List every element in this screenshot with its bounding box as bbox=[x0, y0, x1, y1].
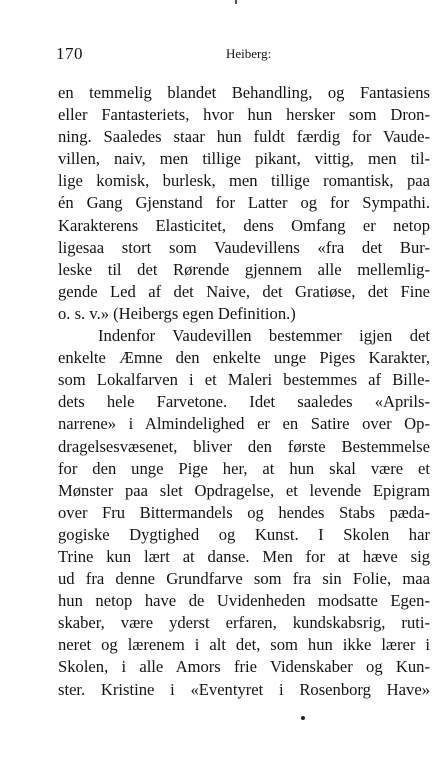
text-line: enkelte Æmne den enkelte unge Piges Karakter, bbox=[58, 348, 430, 368]
text-line: eller Fantasteriets, hvor hun hersker som Dron- bbox=[58, 105, 430, 125]
text-line: hun netop have de Uvidenheden modsatte Egen- bbox=[58, 591, 430, 611]
text-line: villen, naiv, men tillige pikant, vittig, men til- bbox=[58, 149, 430, 169]
text-line: leske til det Rørende gjennem alle mellemlig- bbox=[58, 259, 430, 279]
text-line: Mønster paa slet Opdragelse, et levende Epigram bbox=[58, 480, 430, 500]
top-edge-mark bbox=[235, 0, 237, 4]
text-line: neret og lærenem i alt det, som hun ikke lærer i bbox=[58, 635, 430, 655]
text-line: gende Led af det Naive, det Gratiøse, det Fine bbox=[58, 281, 430, 301]
text-line: for den unge Pige her, at hun skal være et bbox=[58, 458, 430, 478]
text-line: skaber, være yderst erfaren, kundskabsrig, ruti- bbox=[58, 613, 430, 633]
text-line: gogiske Dygtighed og Kunst. I Skolen har bbox=[58, 524, 430, 544]
paragraph-end-line: o. s. v.» (Heibergs egen Definition.) bbox=[58, 303, 296, 323]
page-number: 170 bbox=[56, 44, 83, 63]
text-line: ning. Saaledes staar hun fuldt færdig for Vaude- bbox=[58, 127, 430, 147]
text-line: én Gang Gjenstand for Latter og for Sympathi. bbox=[58, 193, 430, 213]
text-line: ligesaa stort som Vaudevillens «fra det Bur- bbox=[58, 237, 430, 257]
page-header bbox=[56, 44, 432, 64]
text-line: ud fra denne Grundfarve som fra sin Folie, maa bbox=[58, 569, 430, 589]
running-head: Heiberg: bbox=[226, 46, 272, 61]
body-text bbox=[58, 82, 430, 701]
text-line: narrene» i Almindelighed er en Satire over Op- bbox=[58, 414, 430, 434]
text-line: ster. Kristine i «Eventyret i Rosenborg Have» bbox=[58, 679, 430, 699]
text-line: dragelsesvæsenet, bliver den første Bestemmelse bbox=[58, 436, 430, 456]
text-line: dets hele Farvetone. Idet saaledes «Aprils- bbox=[58, 392, 430, 412]
text-line: Trine kun lært at danse. Men for at hæve sig bbox=[58, 546, 430, 566]
text-line: over Fru Bittermandels og hendes Stabs pæda- bbox=[58, 502, 430, 522]
text-line: Karakterens Elasticitet, dens Omfang er netop bbox=[58, 215, 430, 235]
footer-dot bbox=[301, 716, 305, 720]
text-line: lige komisk, burlesk, men tillige romantisk, paa bbox=[58, 171, 430, 191]
paragraph-start-line: Indenfor Vaudevillen bestemmer igjen det bbox=[98, 326, 430, 346]
text-line: Skolen, i alle Amors frie Videnskaber og Kun- bbox=[58, 657, 430, 677]
text-line: som Lokalfarven i et Maleri bestemmes af Bille- bbox=[58, 370, 430, 390]
text-line: en temmelig blandet Behandling, og Fantasiens bbox=[58, 83, 430, 102]
